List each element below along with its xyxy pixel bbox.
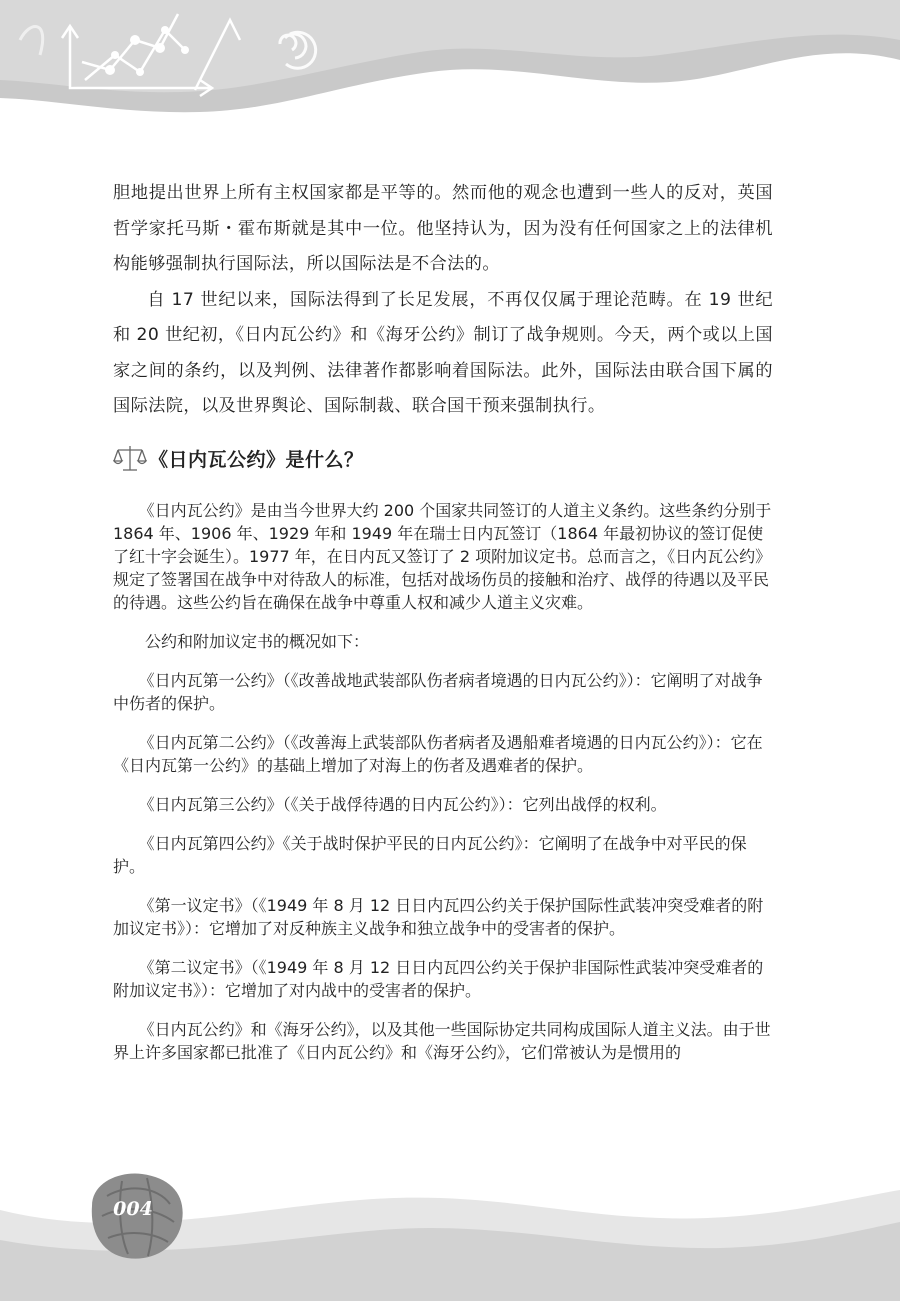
body-text-section bbox=[113, 482, 773, 1079]
paragraph: 胆地提出世界上所有主权国家都是平等的。然而他的观念也遭到一些人的反对，英国哲学家托马斯・霍布斯就是其中一位。他坚持认为，因为没有任何国家之上的法律机构能够强制执行国际法，所以国际法是不合法的。 bbox=[113, 183, 773, 274]
header-wave-decoration bbox=[0, 0, 900, 140]
paragraph: 《第一议定书》（《1949 年 8 月 12 日日内瓦四公约关于保护国际性武装冲突受难者的附加议定书》）：它增加了对反种族主义战争和独立战争中的受害者的保护。 bbox=[113, 896, 764, 938]
paragraph: 《日内瓦第三公约》（《关于战俘待遇的日内瓦公约》）：它列出战俘的权利。 bbox=[138, 795, 667, 814]
body-text-top bbox=[113, 176, 773, 425]
paragraph: 《日内瓦公约》和《海牙公约》，以及其他一些国际协定共同构成国际人道主义法。由于世界上许多国家都已批准了《日内瓦公约》和《海牙公约》，它们常被认为是惯用的 bbox=[113, 1020, 771, 1062]
paragraph: 《日内瓦第一公约》（《改善战地武装部队伤者病者境遇的日内瓦公约》）：它阐明了对战争中伤者的保护。 bbox=[113, 671, 763, 713]
paragraph: 《第二议定书》（《1949 年 8 月 12 日日内瓦四公约关于保护非国际性武装冲突受难者的附加议定书》）：它增加了对内战中的受害者的保护。 bbox=[113, 958, 764, 1000]
paragraph: 《日内瓦第四公约》《关于战时保护平民的日内瓦公约》：它阐明了在战争中对平民的保护。 bbox=[113, 834, 747, 876]
section-heading bbox=[113, 440, 364, 476]
paragraph: 公约和附加议定书的概况如下： bbox=[145, 632, 370, 651]
paragraph: 《日内瓦第二公约》（《改善海上武装部队伤者病者及遇船难者境遇的日内瓦公约》）：它在《日内瓦第一公约》的基础上增加了对海上的伤者及遇难者的保护。 bbox=[113, 733, 763, 775]
page-number: 004 bbox=[113, 1198, 153, 1220]
paragraph: 《日内瓦公约》是由当今世界大约 200 个国家共同签订的人道主义条约。这些条约分别于 1864 年、1906 年、1929 年和 1949 年在瑞士日内瓦签订（1864 年最初协议的签订促使了红十字会诞生）。1977 年，在日内瓦又签订了 2 项附加议定书。总而言之，《日内瓦公约》规定了签署国在战争中对待敌人的标准，包括对战场伤员的接触和治疗、战俘的待遇以及平民的待遇。这些公约旨在确保在战争中尊重人权和减少人道主义灾难。 bbox=[113, 501, 772, 612]
paragraph: 自 17 世纪以来，国际法得到了长足发展，不再仅仅属于理论范畴。在 19 世纪和 20 世纪初，《日内瓦公约》和《海牙公约》制订了战争规则。今天，两个或以上国家之间的条约，以及判例、法律著作都影响着国际法。此外，国际法由联合国下属的国际法院，以及世界舆论、国际制裁、联合国干预来强制执行。 bbox=[113, 289, 773, 416]
scales-icon bbox=[113, 443, 147, 473]
section-title: 《日内瓦公约》是什么？ bbox=[149, 448, 364, 471]
